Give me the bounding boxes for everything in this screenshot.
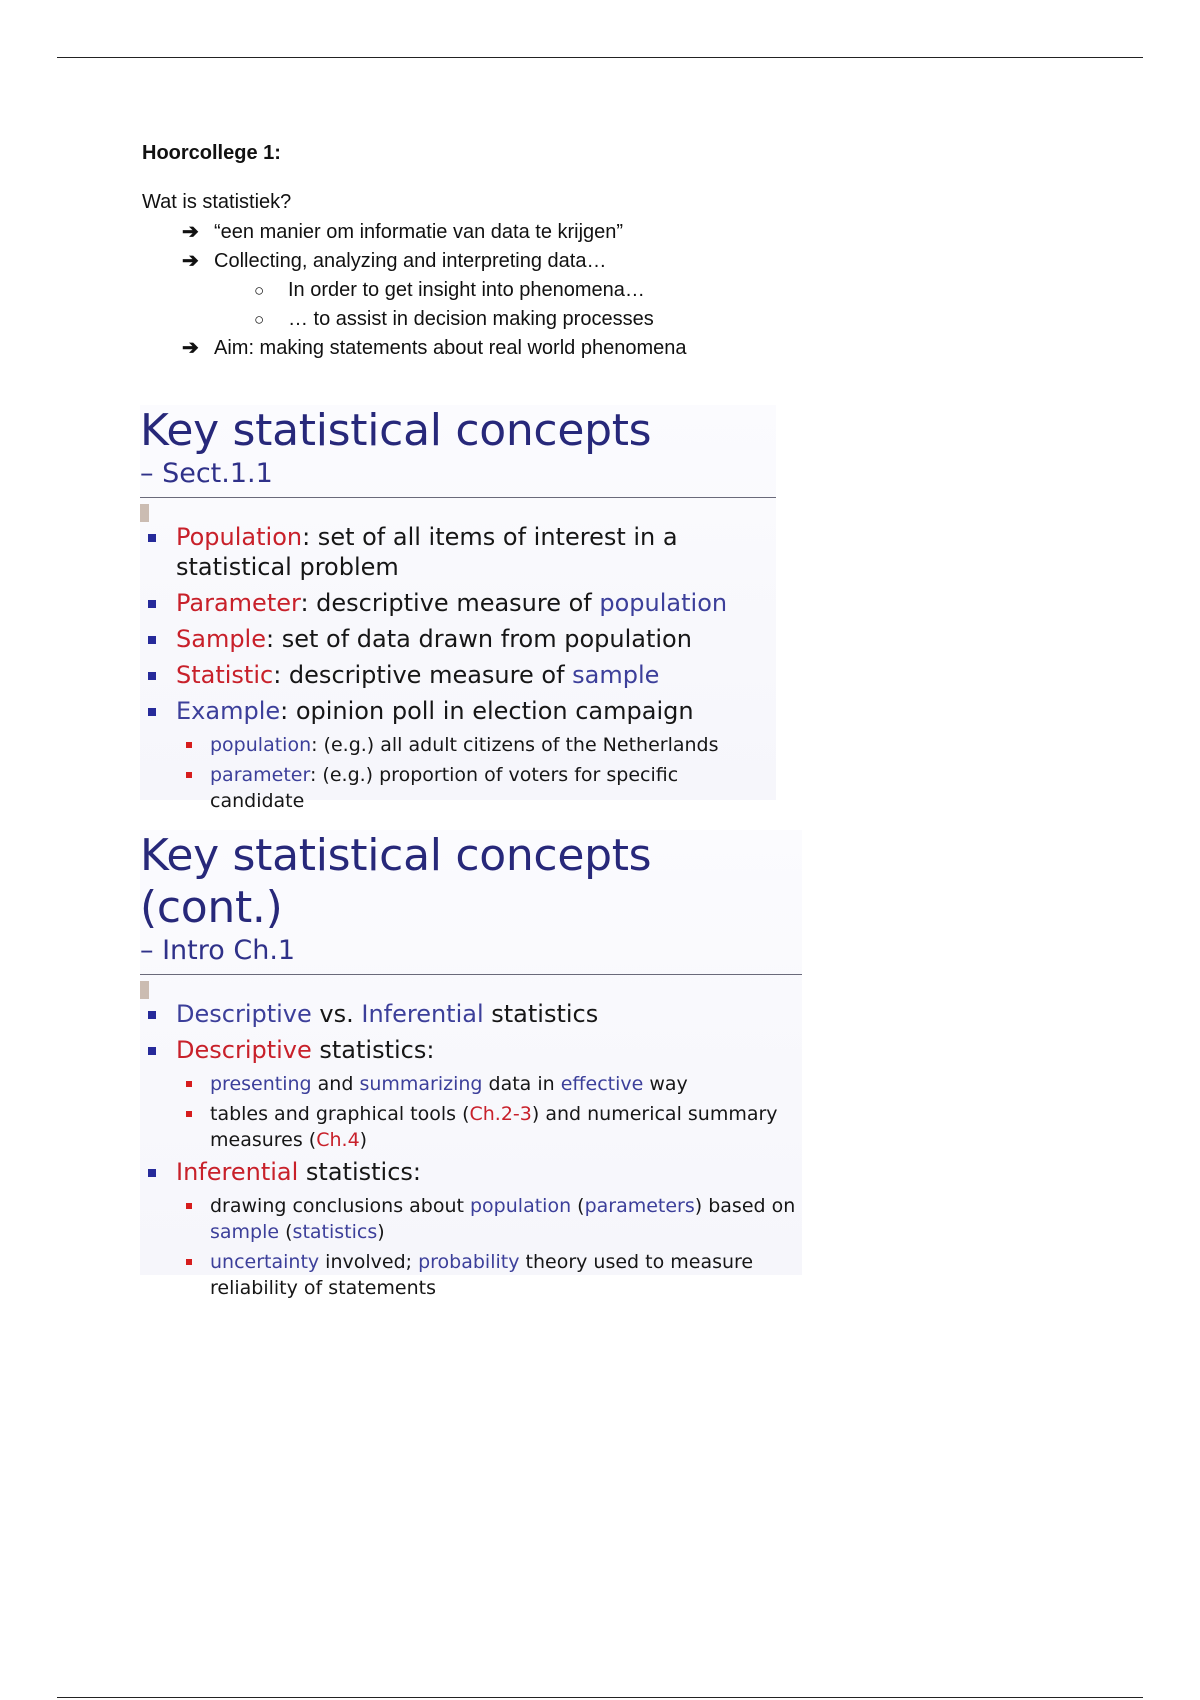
slide-title: Key statistical concepts (cont.) <box>140 830 652 933</box>
slide-title: Key statistical concepts <box>140 405 652 456</box>
list-item: ➔ “een manier om informatie van data te krijgen” <box>142 218 1042 247</box>
list-item: Population: set of all items of interest in a statistical problem <box>140 522 776 582</box>
slide-key-concepts-cont <box>140 830 802 1299</box>
list-item: drawing conclusions about population (parameters) based on sample (statistics) <box>140 1193 802 1245</box>
square-bullet-icon <box>186 1203 192 1209</box>
circle-bullet-icon: ○ <box>254 310 265 329</box>
notes-heading: Hoorcollege 1: <box>142 142 281 164</box>
slide-subtitle: – Intro Ch.1 <box>140 935 296 966</box>
list-item: ➔ Aim: making statements about real world phenomena <box>142 334 1042 363</box>
list-item: presenting and summarizing data in effective way <box>140 1071 802 1097</box>
square-bullet-icon <box>186 1081 192 1087</box>
slide-marker <box>140 981 149 999</box>
slide-divider <box>140 497 776 498</box>
list-item: Descriptive vs. Inferential statistics <box>140 999 802 1029</box>
square-bullet-icon <box>186 772 192 778</box>
lecture-notes <box>142 142 1042 363</box>
square-bullet-icon <box>186 1111 192 1117</box>
list-item: uncertainty involved; probability theory used to measure reliability of statements <box>140 1249 802 1301</box>
notes-question: Wat is statistiek? <box>142 191 292 213</box>
square-bullet-icon <box>148 708 156 716</box>
square-bullet-icon <box>148 534 156 542</box>
circle-bullet-icon: ○ <box>254 281 265 300</box>
slide-bullets <box>140 522 776 814</box>
top-rule <box>57 57 1143 58</box>
list-item: Example: opinion poll in election campaign <box>140 696 776 726</box>
list-item: Statistic: descriptive measure of sample <box>140 660 776 690</box>
square-bullet-icon <box>148 600 156 608</box>
list-item: tables and graphical tools (Ch.2-3) and numerical summary measures (Ch.4) <box>140 1101 802 1153</box>
bottom-rule <box>57 1697 1143 1698</box>
list-item: Descriptive statistics: <box>140 1035 802 1065</box>
square-bullet-icon <box>186 1259 192 1265</box>
square-bullet-icon <box>148 1047 156 1055</box>
list-item: ➔ Collecting, analyzing and interpreting data… <box>142 247 1042 276</box>
square-bullet-icon <box>148 672 156 680</box>
square-bullet-icon <box>186 742 192 748</box>
list-item: ○ … to assist in decision making processes <box>142 305 1042 334</box>
list-item: Inferential statistics: <box>140 1157 802 1187</box>
slide-subtitle: – Sect.1.1 <box>140 458 273 489</box>
notes-list <box>142 218 1042 363</box>
square-bullet-icon <box>148 1169 156 1177</box>
arrow-right-icon: ➔ <box>182 221 199 243</box>
slide-marker <box>140 504 149 522</box>
list-item: parameter: (e.g.) proportion of voters for specific candidate <box>140 762 776 814</box>
arrow-right-icon: ➔ <box>182 337 199 359</box>
slide-divider <box>140 974 802 975</box>
list-item: population: (e.g.) all adult citizens of the Netherlands <box>140 732 776 758</box>
list-item: Sample: set of data drawn from population <box>140 624 776 654</box>
arrow-right-icon: ➔ <box>182 250 199 272</box>
list-item: ○ In order to get insight into phenomena… <box>142 276 1042 305</box>
list-item: Parameter: descriptive measure of population <box>140 588 776 618</box>
square-bullet-icon <box>148 636 156 644</box>
slide-bullets <box>140 999 802 1301</box>
square-bullet-icon <box>148 1011 156 1019</box>
slide-key-concepts <box>140 405 776 812</box>
